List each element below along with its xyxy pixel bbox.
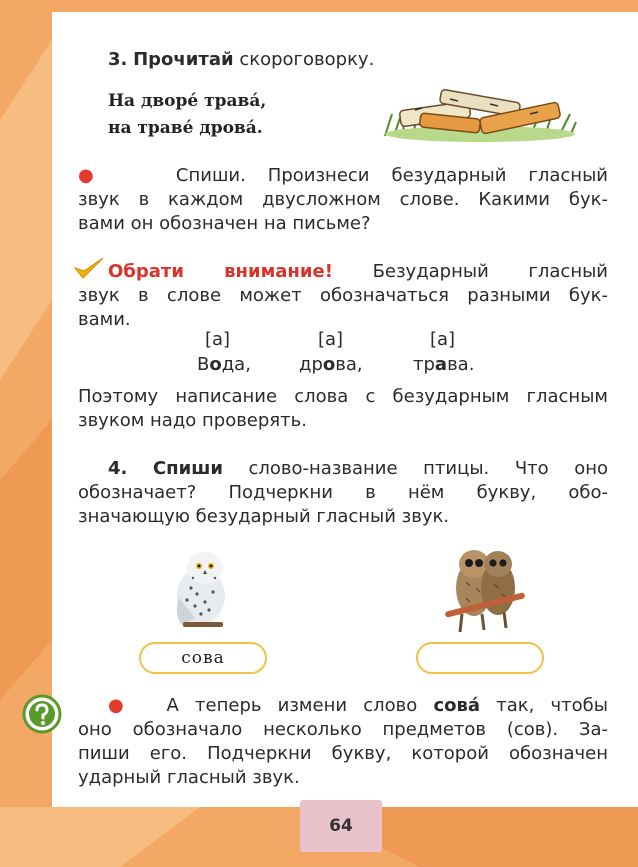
highlighted-vowel: о (209, 354, 222, 375)
transcription-1: [а] (205, 329, 231, 350)
task4b-line4: ударный гласный звук. (78, 767, 300, 788)
attention-line2: звук в слове может обозначаться разными бук- (78, 285, 608, 306)
page-number: 64 (329, 816, 353, 836)
task4b-line2: оно обозначало несколько предметов (сов). За- (78, 719, 608, 740)
task3-rest: скороговорку. (239, 49, 375, 70)
word-box-sova-text: сова (181, 648, 225, 668)
example-word-1: Вода, (197, 354, 251, 375)
task4b-line3: пиши его. Подчеркни букву, которой обозначен (78, 743, 608, 764)
snowy-owl-illustration (165, 548, 235, 630)
attention-line1 (108, 260, 608, 284)
bullet-icon: ● (108, 695, 135, 716)
tawny-owls-illustration (440, 542, 530, 634)
task4-number: 4. (108, 458, 128, 479)
task4b-line1: ● А теперь измени слово сова́ так, чтобы (108, 695, 608, 716)
poem-line-1: На дворе́ трава́, (108, 91, 267, 111)
task4b-bold-word: сова́ (433, 695, 481, 716)
transcription-2: [а] (318, 329, 344, 350)
attention-label: Обрати внимание! (108, 261, 333, 282)
task3-number: 3. (108, 49, 128, 70)
word-box-sova (139, 642, 267, 674)
task4-line1: 4. Спиши слово-название птицы. Что оно (108, 458, 608, 479)
word-box-empty-answer[interactable] (416, 642, 544, 674)
task4-line3: значающую безударный гласный звук. (78, 506, 450, 527)
task3-instruction-line1: ● Спиши. Произнеси безударный гласный (78, 165, 608, 186)
transcription-3: [а] (430, 329, 456, 350)
conclusion-line1: Поэтому написание слова с безударным гласным (78, 386, 608, 407)
conclusion-line2: звуком надо проверять. (78, 410, 307, 431)
highlighted-vowel: о (322, 354, 336, 375)
question-help-icon (22, 694, 62, 734)
bullet-icon: ● (78, 165, 110, 186)
checkmark-icon (73, 256, 105, 282)
example-word-2: дрова, (299, 354, 363, 375)
task3-bold: Прочитай (133, 49, 234, 70)
task4-bold: Спиши (152, 458, 223, 479)
task4-line2: обозначает? Подчеркни в нём букву, обо- (78, 482, 608, 503)
attention-text: Безударный гласный (372, 261, 608, 282)
attention-line3: вами. (78, 309, 131, 330)
example-word-3: трава. (413, 354, 475, 375)
poem-line-2: на траве́ дрова́. (108, 118, 263, 138)
task3-instruction-line3: вами он обозначен на письме? (78, 213, 371, 234)
task3-heading (108, 48, 374, 72)
highlighted-vowel: а (434, 354, 448, 375)
page-number-tab (300, 800, 382, 852)
task3-instruction-line2: звук в каждом двусложном слове. Какими бук- (78, 189, 608, 210)
firewood-on-grass-illustration (380, 84, 580, 144)
